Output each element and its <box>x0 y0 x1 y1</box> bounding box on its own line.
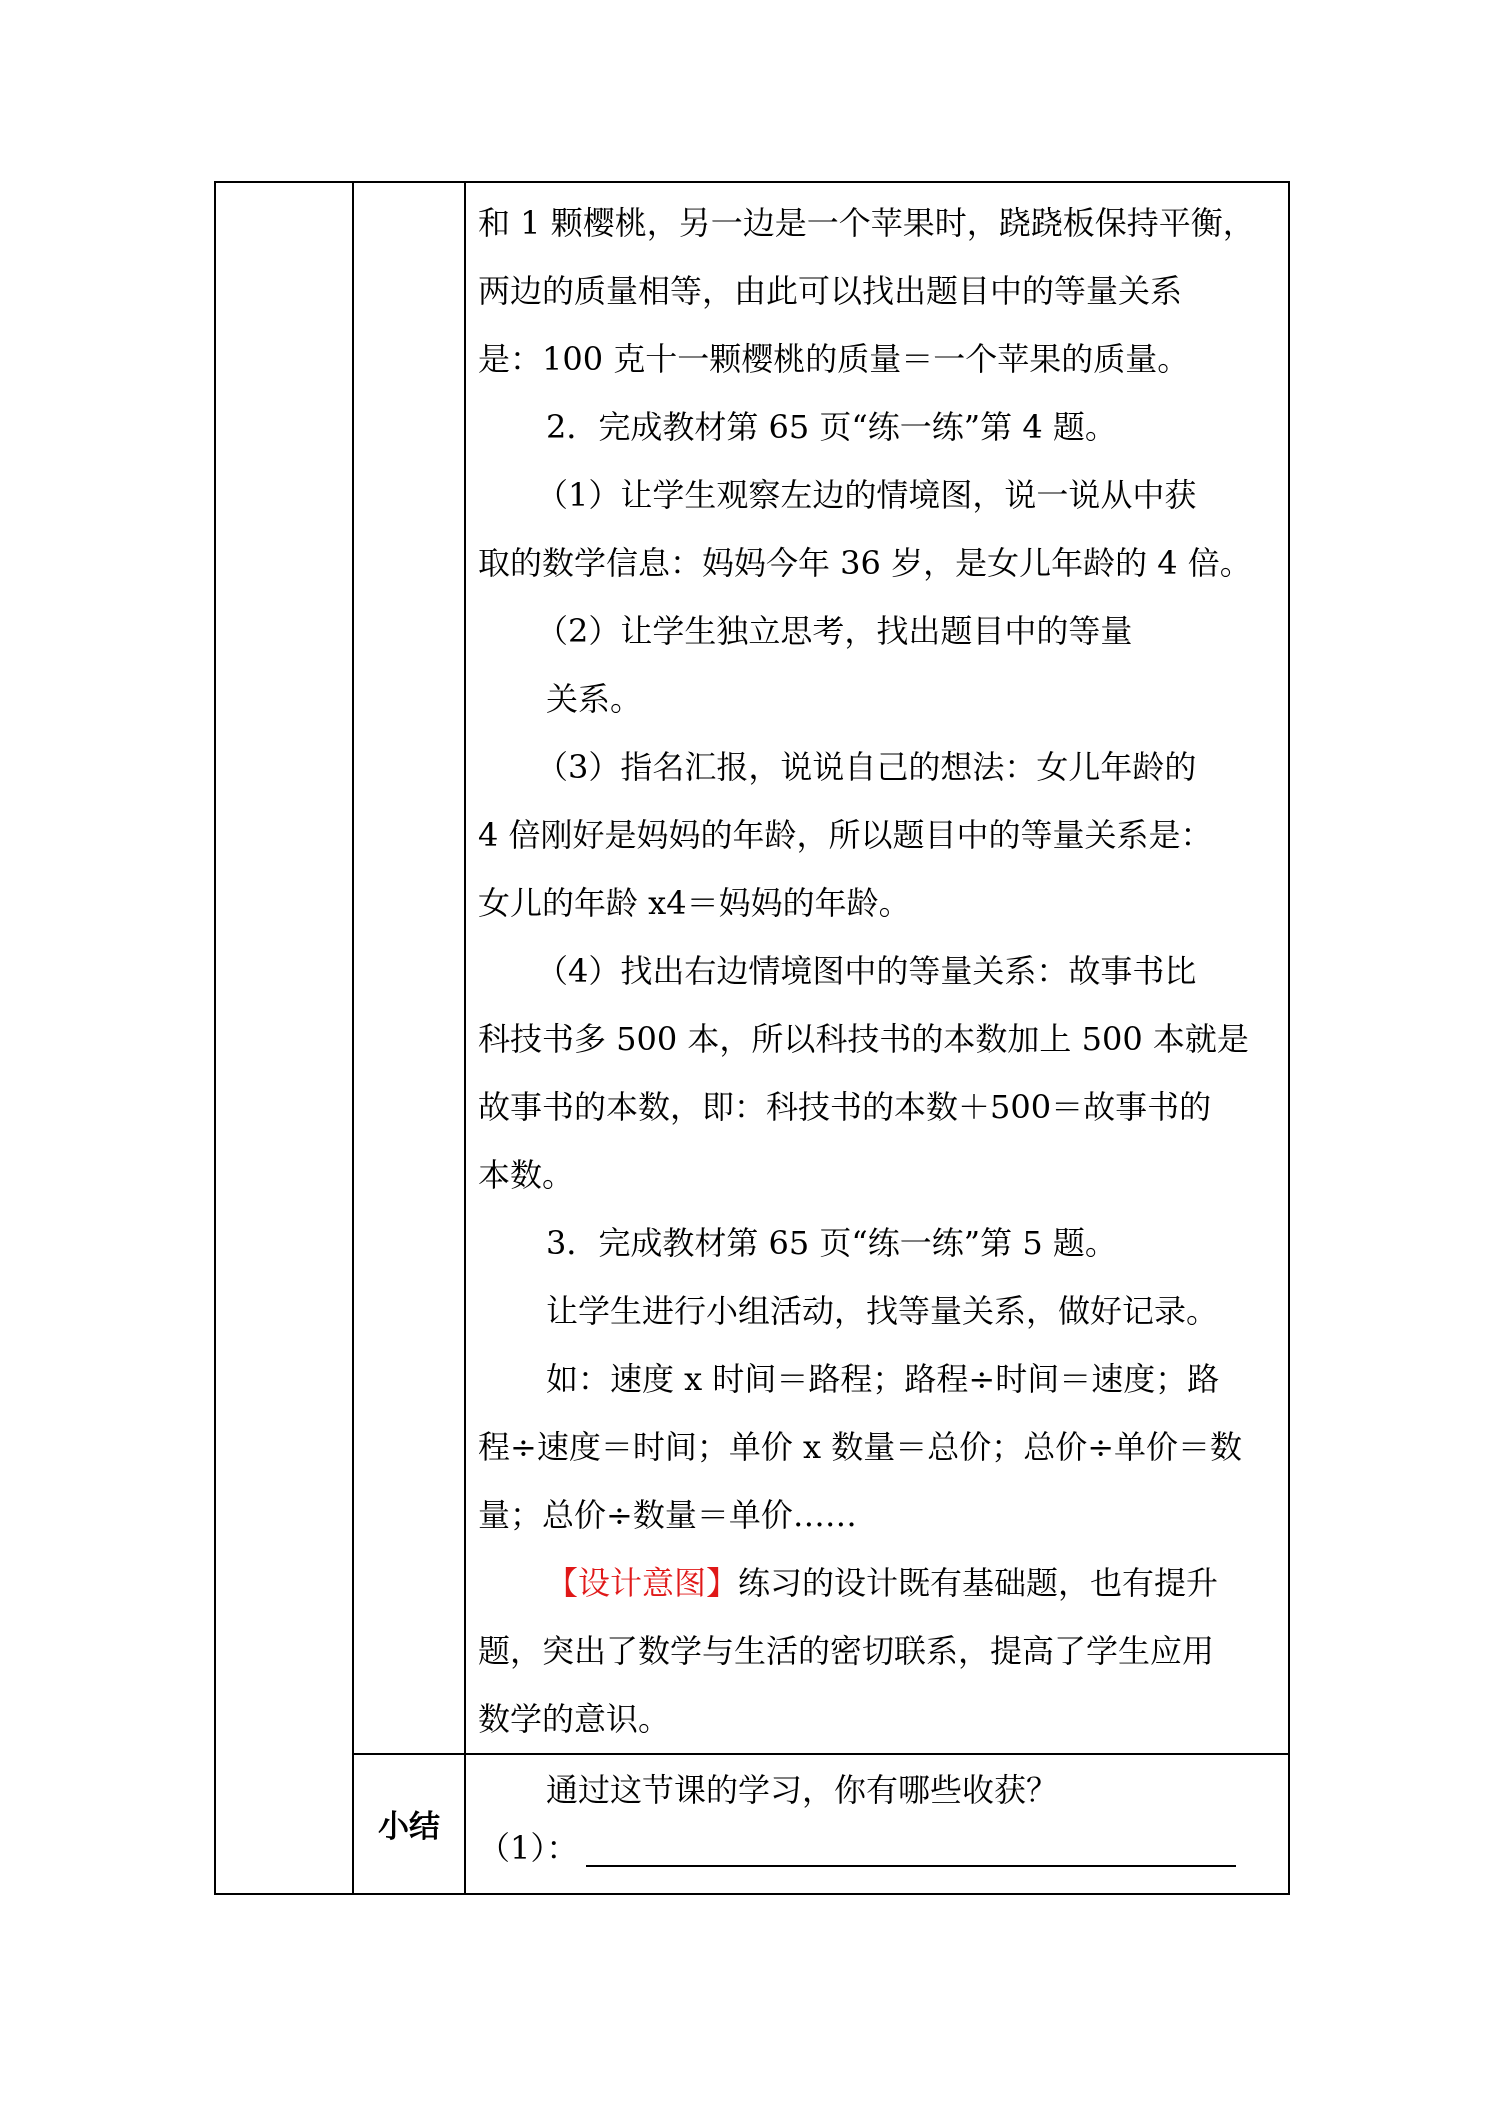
summary-row <box>215 1754 1289 1894</box>
text-line: 两边的质量相等，由此可以找出题目中的等量关系 <box>478 272 1183 310</box>
practice-row <box>215 182 1289 1754</box>
summary-label-cell <box>353 1754 465 1894</box>
summary-item-label: （1）： <box>478 1829 579 1867</box>
text-line: 让学生进行小组活动，找等量关系，做好记录。 <box>546 1292 1219 1330</box>
design-intent-text: 练习的设计既有基础题，也有提升 <box>738 1564 1219 1602</box>
text-line: （4）找出右边情境图中的等量关系：故事书比 <box>536 952 1197 990</box>
text-line: 题，突出了数学与生活的密切联系，提高了学生应用 <box>478 1632 1215 1670</box>
text-line: 如：速度 x 时间＝路程；路程÷时间＝速度；路 <box>546 1360 1220 1398</box>
text-line: 2．完成教材第 65 页“练一练”第 4 题。 <box>546 408 1117 446</box>
text-line: 数学的意识。 <box>478 1700 671 1738</box>
design-intent-label: 【设计意图】 <box>546 1564 739 1602</box>
summary-question: 通过这节课的学习，你有哪些收获？ <box>546 1771 1059 1809</box>
lesson-plan-table <box>214 181 1290 1895</box>
text-line: （3）指名汇报，说说自己的想法：女儿年龄的 <box>536 748 1197 786</box>
summary-content-cell <box>465 1754 1289 1894</box>
text-line: 故事书的本数，即：科技书的本数＋500＝故事书的 <box>478 1088 1212 1126</box>
section-column-cell <box>215 182 353 1894</box>
text-line: 程÷速度＝时间；单价 x 数量＝总价；总价÷单价＝数 <box>478 1428 1243 1466</box>
design-intent-line <box>478 1549 1278 1617</box>
text-line: 取的数学信息：妈妈今年 36 岁，是女儿年龄的 4 倍。 <box>478 544 1252 582</box>
answer-blank-line[interactable] <box>586 1825 1236 1867</box>
summary-answer-row <box>478 1819 1278 1877</box>
text-line: 女儿的年龄 x4＝妈妈的年龄。 <box>478 884 911 922</box>
step-label-cell <box>353 182 465 1754</box>
summary-label: 小结 <box>378 1809 440 1845</box>
text-line: 关系。 <box>546 680 643 718</box>
text-line: 和 1 颗樱桃，另一边是一个苹果时，跷跷板保持平衡， <box>478 204 1255 242</box>
text-line: （1）让学生观察左边的情境图，说一说从中获 <box>536 476 1197 514</box>
text-line: 3．完成教材第 65 页“练一练”第 5 题。 <box>546 1224 1117 1262</box>
text-line: （2）让学生独立思考，找出题目中的等量 <box>536 612 1133 650</box>
text-line: 4 倍刚好是妈妈的年龄，所以题目中的等量关系是： <box>478 816 1213 854</box>
text-line: 是：100 克十一颗樱桃的质量＝一个苹果的质量。 <box>478 340 1190 378</box>
text-line: 科技书多 500 本，所以科技书的本数加上 500 本就是 <box>478 1020 1249 1058</box>
text-line: 本数。 <box>478 1156 575 1194</box>
practice-content-cell <box>465 182 1289 1754</box>
text-line: 量；总价÷数量＝单价…… <box>478 1496 857 1534</box>
